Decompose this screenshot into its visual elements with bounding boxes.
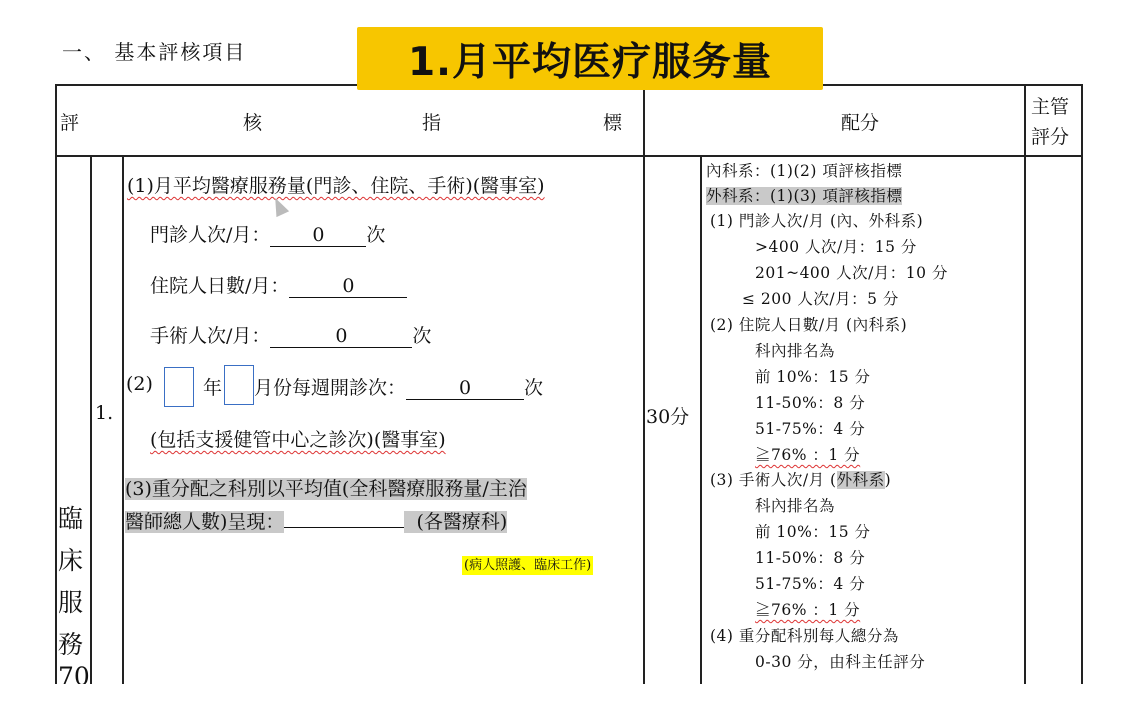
line2-value[interactable]: 0 [406,377,524,400]
rule-11-text: ≧76% ：1 分 [755,446,861,464]
year-input-box[interactable] [164,367,194,407]
line3-suffix-space [404,511,416,533]
category-vertical-3: 服 [58,588,84,617]
table-col-divider-1 [90,155,92,684]
item-number: 1. [95,402,114,424]
rule-8: 前 10%：15 分 [755,368,871,386]
header-score: 配分 [841,112,880,134]
rule-1-text: 外科系：(1)(3) 項評核指標 [706,187,903,205]
line2-mid: 月份每週開診次： [254,377,407,399]
category-vertical-2: 床 [58,546,84,575]
outpatient-label: 門診人次/月： [150,224,271,246]
table-top-border-right [823,84,1083,86]
rule-7: 科內排名為 [755,342,836,360]
rule-12-highlight: 外科系 [836,471,885,489]
rule-15: 科內排名為 [755,497,836,515]
surgery-label: 手術人次/月： [150,325,271,347]
line3-a-text: (3)重分配之科別以平均值(全科醫療服務量/主治 [125,478,527,500]
header-indicator-part-2: 指 [422,112,442,134]
table-right-border [1081,84,1083,684]
table-col-divider-3 [643,90,645,684]
outpatient-value[interactable]: 0 [270,224,366,247]
inpatient-label: 住院人日數/月： [150,275,290,297]
rule-9: 11-50%：8 分 [755,394,866,412]
rule-18: 51-75%：4 分 [755,575,866,593]
line2-year: 年 [203,377,223,399]
table-header-divider [55,155,1083,157]
header-supervisor-line2: 評分 [1031,126,1070,148]
rule-6: (2) 住院人日數/月 (內科系) [710,316,908,334]
table-col-divider-5 [1024,84,1026,684]
line3-blank[interactable] [284,527,404,528]
title-banner: 1.月平均医疗服务量 [357,27,823,90]
rule-4: 201~400 人次/月：10 分 [755,264,948,282]
rule-10: 51-75%：4 分 [755,420,866,438]
score-value: 30分 [646,406,690,428]
line2-note-text: (包括支援健管中心之診次)(醫事室) [150,429,446,451]
rule-19 [755,598,860,620]
line2-prefix: (2) [126,373,153,395]
rule-1 [706,184,902,206]
surgery-value[interactable]: 0 [270,325,412,348]
line3-b-text: 醫師總人數)呈現： [125,511,285,533]
rule-2: (1) 門診人次/月 (內、外科系) [710,212,924,230]
table-col-divider-4 [700,155,702,684]
highlight-note [462,554,593,573]
header-indicator-part-3: 標 [603,112,623,134]
rule-19-text: ≧76% ：1 分 [755,601,861,619]
section-title: 一、 基本評核項目 [62,40,247,64]
outpatient-unit: 次 [366,224,386,246]
line3-suffix: (各醫療科) [416,511,508,533]
inpatient-value[interactable]: 0 [289,275,407,298]
rule-21: 0-30 分，由科主任評分 [755,653,926,671]
rule-12-text: (3) 手術人次/月 ( [710,471,837,489]
inpatient-row [150,271,407,298]
header-indicator-part-1: 核 [243,112,263,134]
table-col-divider-2 [122,155,124,684]
rule-11 [755,443,860,465]
line2-row [254,373,543,400]
line2-unit: 次 [524,377,544,399]
category-vertical-4: 務 [58,630,84,659]
month-input-box[interactable] [224,365,254,405]
header-supervisor-line1: 主管 [1031,96,1070,118]
surgery-unit: 次 [412,325,432,347]
category-vertical-5: 70 [58,662,90,684]
rule-16: 前 10%：15 分 [755,523,871,541]
rule-12 [710,468,891,490]
outpatient-row [150,220,385,247]
category-vertical-1: 臨 [58,504,84,533]
line2-note [150,425,446,452]
rule-3: >400 人次/月：15 分 [755,238,917,256]
table-top-border [55,84,357,86]
rule-17: 11-50%：8 分 [755,549,866,567]
highlight-note-text: (病人照護、臨床工作) [464,558,592,573]
rule-0: 內科系：(1)(2) 項評核指標 [706,162,903,180]
header-col-evaluation: 評 [60,112,80,134]
surgery-row [150,321,431,348]
rule-12-close: ) [884,471,892,489]
rule-20: (4) 重分配科別每人總分為 [710,627,899,645]
mouse-cursor-icon [269,195,289,217]
rule-5: ≤ 200 人次/月：5 分 [742,290,899,308]
indicator-line1 [127,171,545,198]
line3-b [125,507,507,534]
line3-a [125,474,527,501]
indicator-line1-text: (1)月平均醫療服務量(門診、住院、手術)(醫事室) [127,175,545,197]
table-left-border [55,84,57,684]
